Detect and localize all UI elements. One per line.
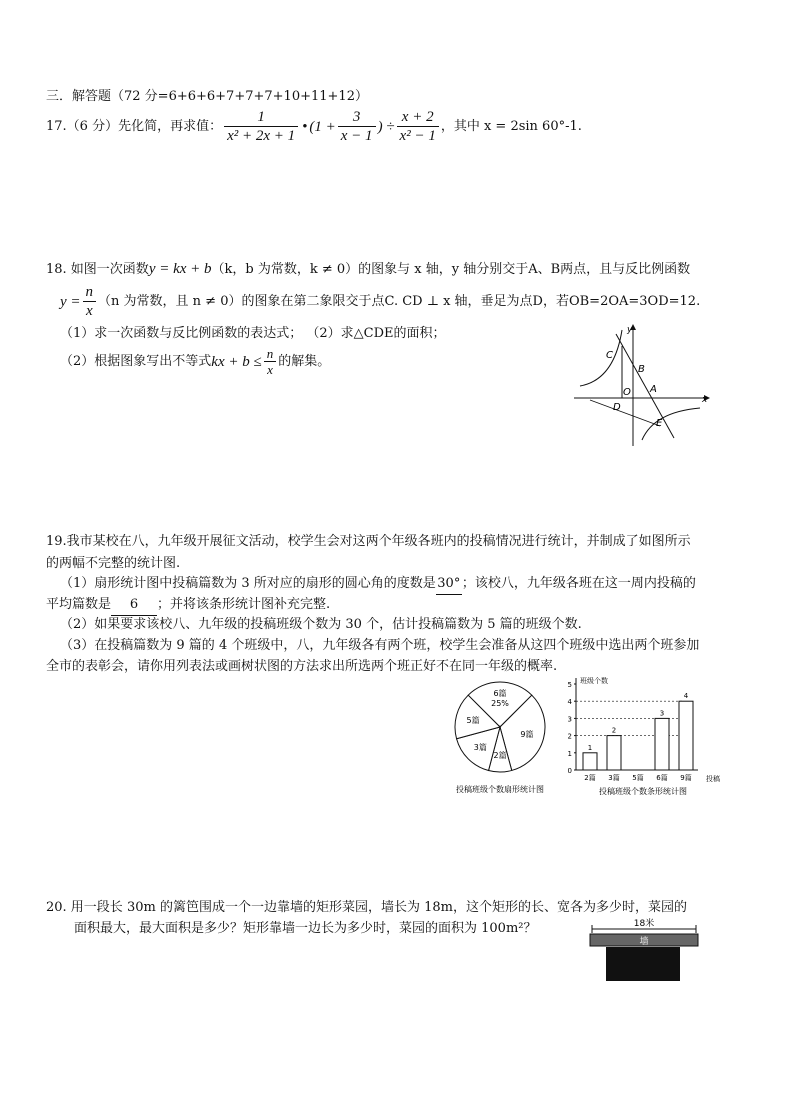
- q17-frac3-denominator: x² − 1: [399, 128, 436, 144]
- q17-prefix: 17.（6 分）先化简，再求值：: [46, 118, 223, 134]
- graph-label-d: D: [613, 402, 621, 413]
- q17-fraction-3: [397, 108, 439, 145]
- pie-slice-label: 9篇: [520, 730, 534, 740]
- q17-fraction-1: [224, 108, 298, 145]
- graph-label-x: x: [702, 395, 708, 405]
- q19-line-2: 的两幅不完整的统计图.: [46, 556, 181, 571]
- q19-line-4: [46, 595, 330, 616]
- q17-paren-open: (1 +: [309, 118, 336, 135]
- q17-frac2-numerator: 3: [338, 108, 376, 127]
- q19-part1-rest: ；该校八，九年级各班在这一周内投稿的: [461, 576, 696, 591]
- bar-y-tick: 2: [567, 732, 572, 741]
- q18-frac-den: x: [85, 303, 93, 319]
- q19-avg-rest: ；并将该条形统计图补充完整.: [157, 597, 331, 612]
- pie-chart-title: 投稿班级个数扇形统计图: [456, 785, 544, 794]
- bar-y-tick: 4: [567, 698, 572, 707]
- bar-y-tick: 0: [567, 767, 572, 775]
- q17-suffix: ，其中 x = 2sin 60°-1.: [440, 118, 582, 134]
- bar-data-label: 3: [659, 709, 665, 718]
- q18-line-1: [46, 259, 690, 280]
- q18-line4-end: 的解集。: [278, 353, 331, 369]
- bar-x-tick: 9篇: [680, 774, 692, 782]
- bar-y-tick: 5: [567, 681, 572, 689]
- bar-chart: [562, 672, 722, 800]
- bar-chart-title: 投稿班级个数条形统计图: [599, 787, 687, 796]
- garden-figure: [586, 916, 704, 984]
- q18-frac-num: n: [83, 283, 97, 302]
- q17-dot: •: [302, 118, 308, 135]
- bar-data-label: 2: [611, 726, 617, 735]
- pie-slice-label: 3篇: [473, 742, 487, 752]
- bar-data-label: 1: [587, 743, 593, 752]
- graph-label-c: C: [606, 350, 613, 361]
- garden-rect: [606, 947, 680, 981]
- graph-label-o: O: [623, 387, 631, 398]
- section-title: 三．解答题（72 分=6+6+6+7+7+7+10+11+12）: [46, 89, 368, 104]
- bar-x-tick: 5篇: [632, 774, 644, 782]
- question-17: [46, 108, 582, 145]
- q17-frac3-numerator: x + 2: [397, 108, 439, 127]
- wall-length-label: 18米: [633, 919, 655, 929]
- q19-part1-text: （1）扇形统计图中投稿篇数为 3 所对应的扇形的圆心角的度数是: [60, 576, 436, 591]
- q18-line-2: [60, 283, 700, 320]
- bar: [655, 718, 669, 770]
- q19-line-6: （3）在投稿篇数为 9 篇的 4 个班级中，八，九年级各有两个班，校学生会准备从这四个班级中选出两个班参加: [60, 638, 700, 653]
- q18-line4-start: （2）根据图象写出不等式: [60, 353, 212, 369]
- graph-label-b: B: [638, 364, 645, 375]
- q19-line-5: （2）如果要求该校八、九年级的投稿班级个数为 30 个，估计投稿篇数为 5 篇的班级个数.: [60, 617, 582, 632]
- q20-line-2: 面积最大，最大面积是多少？矩形靠墙一边长为多少时，菜园的面积为 100m²？: [74, 921, 537, 936]
- bar-x-tick: 6篇: [656, 774, 668, 782]
- pie-slice-percent: 25%: [491, 699, 509, 709]
- q18-ineq-den: x: [267, 362, 273, 377]
- bar: [607, 736, 621, 770]
- q19-answer-avg: 6: [111, 595, 157, 616]
- q18-line1-rest: （k，b 为常数，k ≠ 0）的图象与 x 轴，y 轴分别交于A、B两点，且与反比例函数: [211, 262, 691, 277]
- pie-chart: [440, 674, 560, 800]
- q18-n-over-x: [83, 283, 97, 320]
- bar-x-label: 投稿: [706, 775, 720, 783]
- q18-intro: 18. 如图一次函数: [46, 262, 149, 277]
- q18-inequality: kx + b ≤: [211, 353, 262, 370]
- pie-slice-label: 6篇: [493, 689, 507, 699]
- pie-slice-label: 2篇: [493, 750, 507, 760]
- q17-fraction-2: [338, 108, 376, 145]
- bar-y-tick: 1: [567, 749, 572, 758]
- bar-data-label: 4: [683, 692, 689, 701]
- bar-x-tick: 3篇: [608, 774, 620, 782]
- q17-frac2-denominator: x − 1: [340, 128, 373, 144]
- q19-line-1: 19.我市某校在八，九年级开展征文活动，校学生会对这两个年级各班内的投稿情况进行统计，并制成了如图所示: [46, 534, 691, 549]
- wall-label: 墙: [639, 937, 649, 947]
- bar-x-tick: 2篇: [584, 774, 596, 782]
- bar: [583, 753, 597, 770]
- q18-line-3: （1）求一次函数与反比例函数的表达式； （2）求△CDE的面积；: [60, 326, 446, 341]
- q18-ineq-num: n: [264, 346, 277, 362]
- q17-frac1-numerator: 1: [224, 108, 298, 127]
- bar-y-tick: 3: [567, 715, 572, 724]
- q17-paren-close: ) ÷: [377, 118, 395, 135]
- q20-line-1: 20. 用一段长 30m 的篱笆围成一个一边靠墙的矩形菜园，墙长为 18m，这个矩形的长、宽各为多少时，菜园的: [46, 900, 687, 915]
- graph-label-a: A: [650, 384, 657, 395]
- q18-line-4: [60, 346, 330, 377]
- q19-answer-angle: 30°: [436, 574, 462, 595]
- q18-function-graph: [570, 322, 710, 450]
- q19-line-7: 全市的表彰会，请你用列表法或画树状图的方法求出所选两个班正好不在同一年级的概率.: [46, 659, 558, 674]
- q19-line-3: [60, 574, 696, 595]
- q19-avg-text: 平均篇数是: [46, 597, 112, 612]
- pie-slice-label: 5篇: [466, 715, 480, 725]
- q18-y-equals: y =: [60, 293, 81, 310]
- q18-ineq-frac: [264, 346, 277, 377]
- q18-linear-eq: y = kx + b: [148, 261, 212, 277]
- bar-y-label: 班级个数: [580, 677, 608, 685]
- graph-label-y: y: [627, 325, 633, 335]
- q17-frac1-denominator: x² + 2x + 1: [227, 128, 296, 144]
- bar: [679, 701, 693, 770]
- graph-label-e: E: [656, 418, 663, 429]
- q18-line2-rest: （n 为常数，且 n ≠ 0）的图象在第二象限交于点C. CD ⊥ x 轴，垂足为点D，若OB=2OA=3OD=12.: [98, 293, 701, 309]
